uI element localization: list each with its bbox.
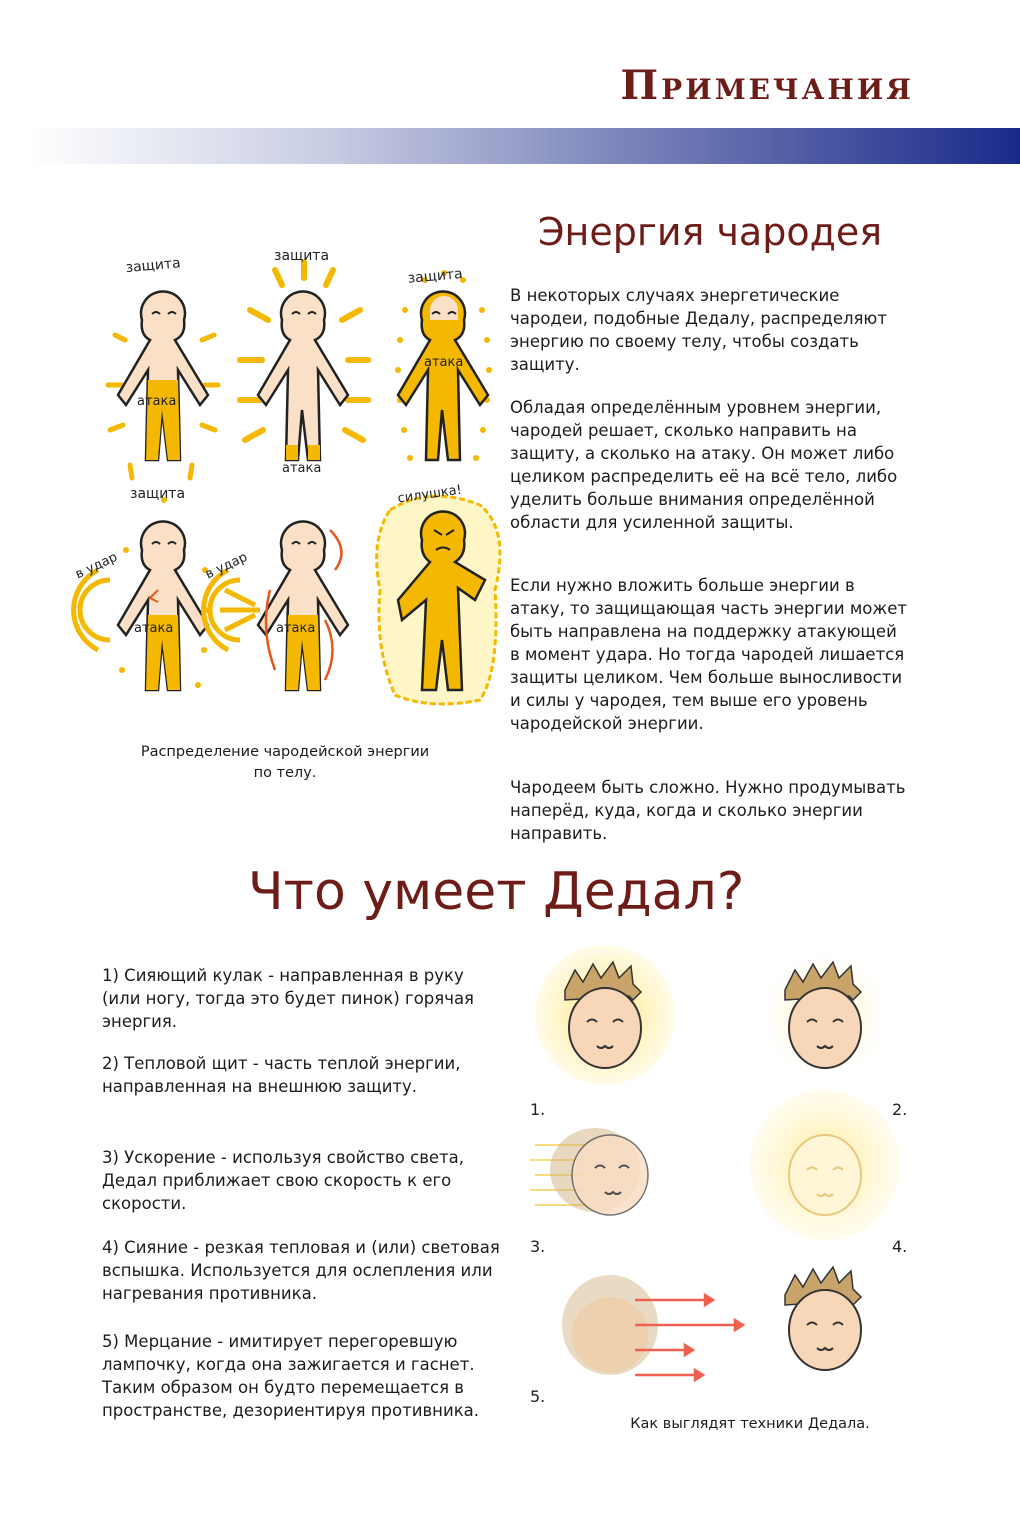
dedal-item-4: 4) Сияние - резкая тепловая и (или) световая вспышка. Используется для ослепления или нагревания противника. bbox=[102, 1238, 500, 1303]
dedal-item-5: 5) Мерцание - имитирует перегоревшую лампочку, когда она зажигается и гаснет. Таким образом он будто перемещается в пространстве, дезориентируя противника. bbox=[102, 1332, 480, 1420]
dedal-face-4 bbox=[750, 1090, 900, 1240]
figure-body-1 bbox=[108, 255, 218, 478]
dedal-item-3: 3) Ускорение - используя свойство света, Дедал приближает свою скорость к его скорости. bbox=[102, 1148, 465, 1213]
svg-text:защита: защита bbox=[407, 266, 464, 287]
figure-body-2 bbox=[240, 248, 368, 476]
svg-text:атака: атака bbox=[137, 394, 177, 409]
face-number-2: 2. bbox=[892, 1100, 908, 1119]
header-gradient-bar bbox=[28, 128, 1020, 164]
svg-text:защита: защита bbox=[274, 248, 330, 264]
dedal-face-1 bbox=[535, 945, 675, 1085]
svg-text:атака: атака bbox=[276, 621, 316, 636]
dedal-item-2: 2) Тепловой щит - часть теплой энергии, направленная на внешнюю защиту. bbox=[102, 1054, 461, 1096]
svg-text:в удар: в удар bbox=[203, 549, 250, 583]
energy-figure-caption: Распределение чародейской энергии по телу. bbox=[140, 744, 430, 781]
face-number-4: 4. bbox=[892, 1237, 908, 1256]
dedal-techniques-figure bbox=[525, 950, 945, 1410]
energy-paragraph-4: Чародеем быть сложно. Нужно продумывать наперёд, куда, когда и сколько энергии направить. bbox=[510, 778, 906, 843]
svg-text:силушка!: силушка! bbox=[396, 482, 463, 507]
svg-text:в удар: в удар bbox=[73, 549, 120, 583]
dedal-figure-caption: Как выглядят техники Дедала. bbox=[630, 1416, 870, 1432]
energy-paragraph-3: Если нужно вложить больше энергии в атаку, то защищающая часть энергии может быть направлена на поддержку атакующей в момент удара. Но тогда чародей лишается защиты целиком. Чем больше выносливости и силы у чародея, тем выше его уровень чародейской энергии. bbox=[510, 576, 908, 733]
dedal-face-3 bbox=[530, 1128, 648, 1215]
dedal-face-5 bbox=[562, 1267, 861, 1380]
energy-paragraph-1: В некоторых случаях энергетические чародеи, подобные Дедалу, распределяют энергию по своему телу, чтобы создать защиту. bbox=[510, 286, 887, 374]
page-header-title: Примечания bbox=[620, 62, 914, 109]
face-number-1: 1. bbox=[530, 1100, 546, 1119]
energy-distribution-figure bbox=[73, 240, 510, 740]
figure-body-3 bbox=[395, 266, 492, 461]
figure-body-6 bbox=[377, 483, 500, 704]
svg-text:защита: защита bbox=[130, 486, 186, 502]
svg-text:атака: атака bbox=[424, 355, 464, 370]
dedal-section-title: Что умеет Дедал? bbox=[248, 862, 745, 922]
figure-body-4 bbox=[73, 486, 211, 690]
energy-section-title: Энергия чародея bbox=[538, 210, 883, 254]
svg-text:защита: защита bbox=[125, 255, 182, 277]
svg-text:атака: атака bbox=[134, 621, 174, 636]
dedal-face-2 bbox=[755, 945, 895, 1085]
face-number-5: 5. bbox=[530, 1387, 546, 1406]
svg-text:атака: атака bbox=[282, 461, 322, 476]
energy-paragraph-2: Обладая определённым уровнем энергии, чародей решает, сколько направить на защиту, а сколько на атаку. Он может либо целиком распределить её на всё тело, либо уделить больше внимания определённой области для усиленной защиты. bbox=[510, 398, 898, 532]
figure-body-5 bbox=[203, 521, 348, 690]
dedal-item-1: 1) Сияющий кулак - направленная в руку (или ногу, тогда это будет пинок) горячая энергия. bbox=[102, 966, 474, 1031]
face-number-3: 3. bbox=[530, 1237, 546, 1256]
